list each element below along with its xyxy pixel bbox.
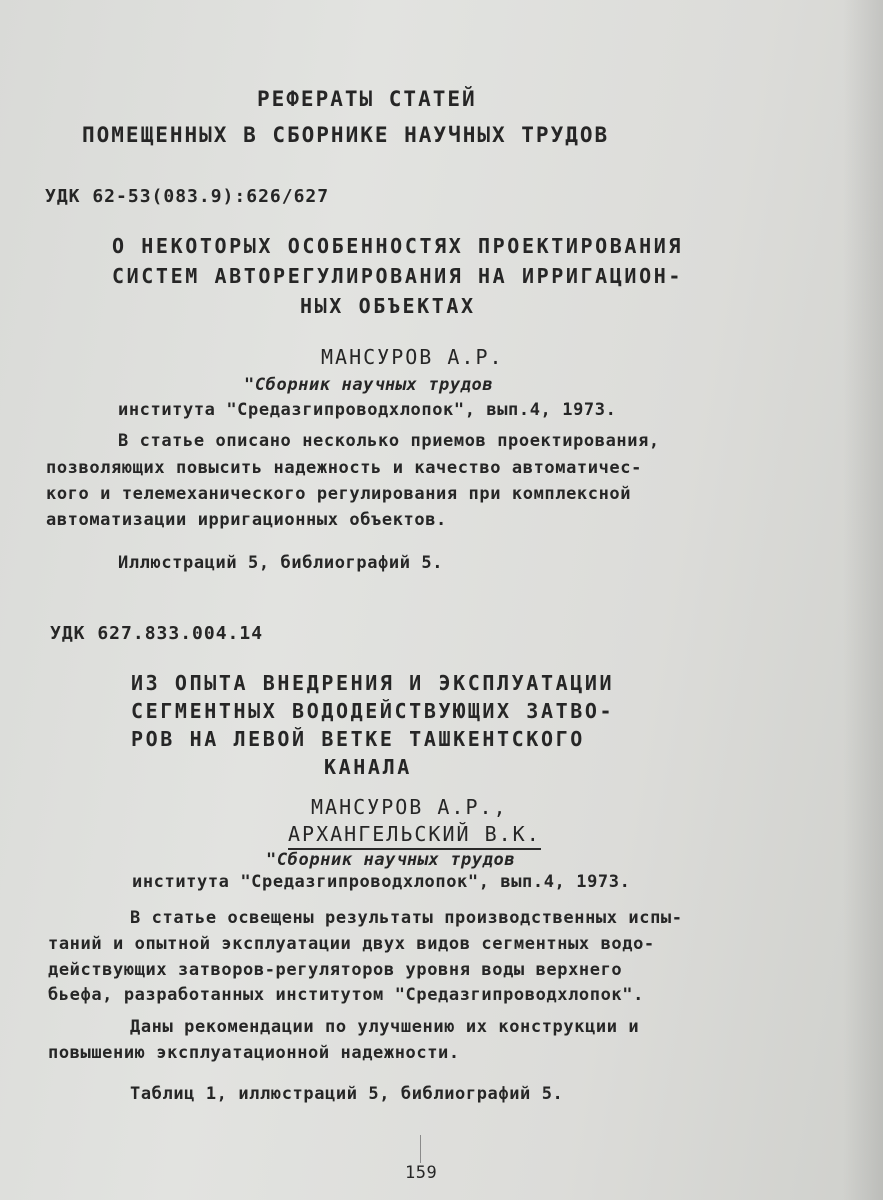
page-fold-line — [420, 1135, 421, 1163]
article-1-author-1: МАНСУРОВ А.Р. — [321, 345, 504, 369]
article-2-source-line-2: института "Средазгипроводхлопок", вып.4, 1973. — [132, 872, 631, 892]
article-1-abstract-line-1: В статье описано несколько приемов проектирования, — [118, 431, 660, 451]
article-2-abstract-line-6: повышению эксплуатационной надежности. — [48, 1043, 460, 1063]
header-line-2: ПОМЕЩЕННЫХ В СБОРНИКЕ НАУЧНЫХ ТРУДОВ — [82, 123, 610, 147]
article-1-title-line-3: НЫХ ОБЪЕКТАХ — [300, 294, 476, 318]
article-2-udk: УДК 627.833.004.14 — [50, 623, 264, 644]
article-1-abstract-line-3: кого и телемеханического регулирования при комплексной — [46, 484, 632, 504]
article-2-abstract-line-1: В статье освещены результаты производственных испы- — [130, 908, 683, 928]
article-2-title-line-4: КАНАЛА — [324, 755, 412, 779]
article-1-title-line-2: СИСТЕМ АВТОРЕГУЛИРОВАНИЯ НА ИРРИГАЦИОН- — [112, 264, 683, 288]
article-1-source-line-2: института "Средазгипроводхлопок", вып.4, 1973. — [118, 400, 617, 420]
article-2-title-line-1: ИЗ ОПЫТА ВНЕДРЕНИЯ И ЭКСПЛУАТАЦИИ — [131, 671, 615, 695]
page-number: 159 — [405, 1163, 438, 1183]
header-line-1: РЕФЕРАТЫ СТАТЕЙ — [257, 87, 477, 111]
article-2-title-line-2: СЕГМЕНТНЫХ ВОДОДЕЙСТВУЮЩИХ ЗАТВО- — [131, 699, 615, 723]
article-2-abstract-line-3: действующих затворов-регуляторов уровня воды верхнего — [48, 960, 623, 980]
article-2-abstract-line-4: бьефа, разработанных институтом "Средазгипроводхлопок". — [48, 985, 644, 1005]
article-1-udk: УДК 62-53(083.9):626/627 — [45, 186, 330, 207]
article-1-source-line-1: "Сборник научных трудов — [244, 375, 494, 395]
article-2-source-line-1: "Сборник научных трудов — [266, 850, 516, 870]
article-1-summary: Иллюстраций 5, библиографий 5. — [118, 553, 444, 573]
article-1-abstract-line-2: позволяющих повысить надежность и качество автоматичес- — [46, 458, 642, 478]
article-2-abstract-line-2: таний и опытной эксплуатации двух видов сегментных водо- — [48, 934, 655, 954]
article-2-summary: Таблиц 1, иллюстраций 5, библиографий 5. — [130, 1084, 564, 1104]
article-2-author-2: АРХАНГЕЛЬСКИЙ В.К. — [288, 822, 541, 850]
article-2-abstract-line-5: Даны рекомендации по улучшению их конструкции и — [130, 1017, 640, 1037]
article-1-abstract-line-4: автоматизации ирригационных объектов. — [46, 510, 447, 530]
article-2-title-line-3: РОВ НА ЛЕВОЙ ВЕТКЕ ТАШКЕНТСКОГО — [131, 727, 585, 751]
article-1-title-line-1: О НЕКОТОРЫХ ОСОБЕННОСТЯХ ПРОЕКТИРОВАНИЯ — [112, 234, 683, 258]
article-2-author-1: МАНСУРОВ А.Р., — [311, 795, 508, 819]
